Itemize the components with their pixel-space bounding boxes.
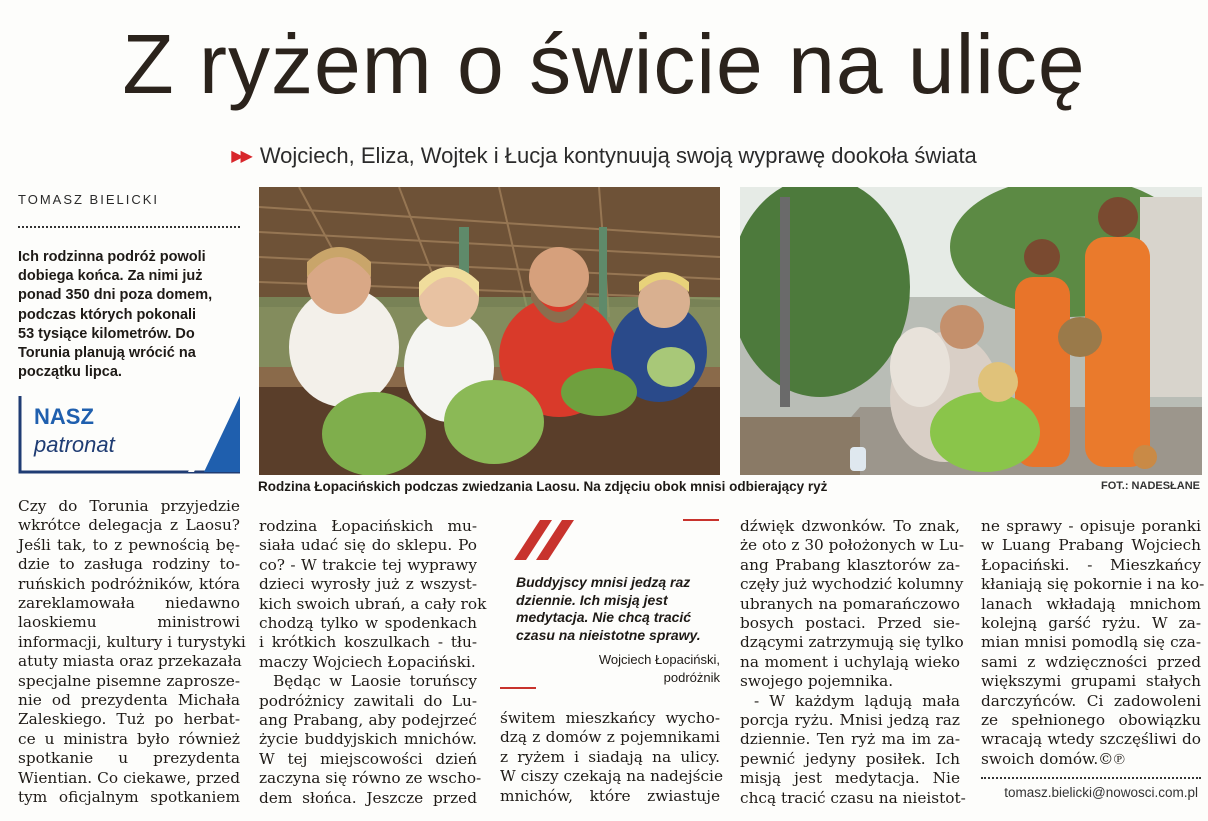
body-column-3: świtem mieszkańcy wycho- dzą z domów z pojemnikami z ryżem i siadają na ulicy. W ciszy czekają na nadejście mnichów, które zwiastuje bbox=[500, 709, 724, 805]
lead-paragraph: Ich rodzinna podróż powoli dobiega końca. Za nimi już ponad 350 dni poza domem, podczas których pokonali 53 tysiące kilometrów. Do Torunia planują wrócić na początku lipca. bbox=[18, 249, 213, 381]
body-column-4: dźwięk dzwonków. To znak, że oto z 30 położonych w Lu- ang Prabang klasztorów za- częły już wychodzić kolumny ubranych na pomarańczowo bosych postaci. Przed sie- dzącymi zatrzymują się tylko na moment i uchylają wieko swojego pojemnika. - W każdym lądują mała porcja ryżu. Mnisi jedzą raz dziennie. Ten ryż ma im za- pewnić jedyny posiłek. Ich misją jest medytacja. Nie chcą tracić czasu na nieistot- bbox=[740, 517, 966, 807]
body-column-2: rodzina Łopacińskich mu- siała udać się do sklepu. Po co? - W trakcie tej wyprawy dzieci wyrosły już z wszyst- kich swoich ubrań, a cały rok chodzą tylko w spodenkach i krótkich koszulkach - tłu- maczy Wojciech Łopaciński. Będąc w Laosie toruńscy podróżnicy zawitali do Lu- ang Prabang, aby podejrzeć życie buddyjskich mnichów. W tej miejscowości dzień zaczyna się równo ze wscho- dem słońca. Jeszcze przed bbox=[259, 517, 487, 807]
patronage-badge bbox=[18, 396, 240, 476]
double-arrow-icon: ▶▶ bbox=[231, 148, 250, 165]
email-divider bbox=[981, 777, 1201, 779]
patronage-line1: NASZ bbox=[34, 404, 94, 429]
author-byline: TOMASZ BIELICKI bbox=[18, 192, 160, 207]
body-column-1: Czy do Torunia przyjedzie wkrótce delegacja z Laosu? Jeśli tak, to z pewnością bę- dzie to zasługa rodziny to- ruńskich podróżników, która zareklamowała niedawno laoskiemu ministrowi informacji, kultury i turystyki atuty miasta oraz przekazała specjalne pisemne zaprosze- nie od prezydenta Michała Zaleskiego. Tuż po herbat- ce u ministra było również spotkanie u prezydenta Wientian. Co ciekawe, przed tym oficjalnym spotkaniem bbox=[18, 497, 246, 807]
family-photo bbox=[259, 187, 720, 475]
pull-quote: Buddyjscy mnisi jedzą raz dziennie. Ich misją jest medytacja. Nie chcą tracić czasu na nieistotne sprawy. bbox=[516, 574, 701, 643]
quote-top-rule bbox=[683, 519, 719, 521]
author-divider bbox=[18, 226, 240, 228]
quote-attribution: Wojciech Łopaciński, podróżnik bbox=[598, 652, 720, 685]
photo-caption: Rodzina Łopacińskich podczas zwiedzania Laosu. Na zdjęciu obok mnisi odbierający ryż bbox=[258, 479, 828, 494]
headline: Z ryżem o świcie na ulicę bbox=[122, 17, 1086, 111]
subhead-text: Wojciech, Eliza, Wojtek i Łucja kontynuują swoją wyprawę dookoła świata bbox=[259, 143, 977, 168]
subhead bbox=[0, 143, 1208, 169]
quote-bottom-rule bbox=[500, 687, 536, 689]
quote-slashes-icon bbox=[514, 520, 588, 560]
author-email[interactable]: tomasz.bielicki@nowosci.com.pl bbox=[1004, 785, 1198, 800]
patronage-line2: patronat bbox=[34, 432, 115, 457]
monks-photo bbox=[740, 187, 1202, 475]
photo-credit: FOT.: NADESŁANE bbox=[1101, 480, 1200, 492]
body-column-5: ne sprawy - opisuje poranki w Luang Prabang Wojciech Łopaciński. - Mieszkańcy kłaniają się pokornie i na ko- lanach wkładają mnichom kolejną garść ryżu. W za- mian mnisi pomodlą się cza- sami z wdzięczności przed większymi grupami stałych darczyńców. Ci zadowoleni ze spełnionego obowiązku wracają wtedy szczęśliwi do swoich domów.©℗ bbox=[981, 517, 1205, 768]
